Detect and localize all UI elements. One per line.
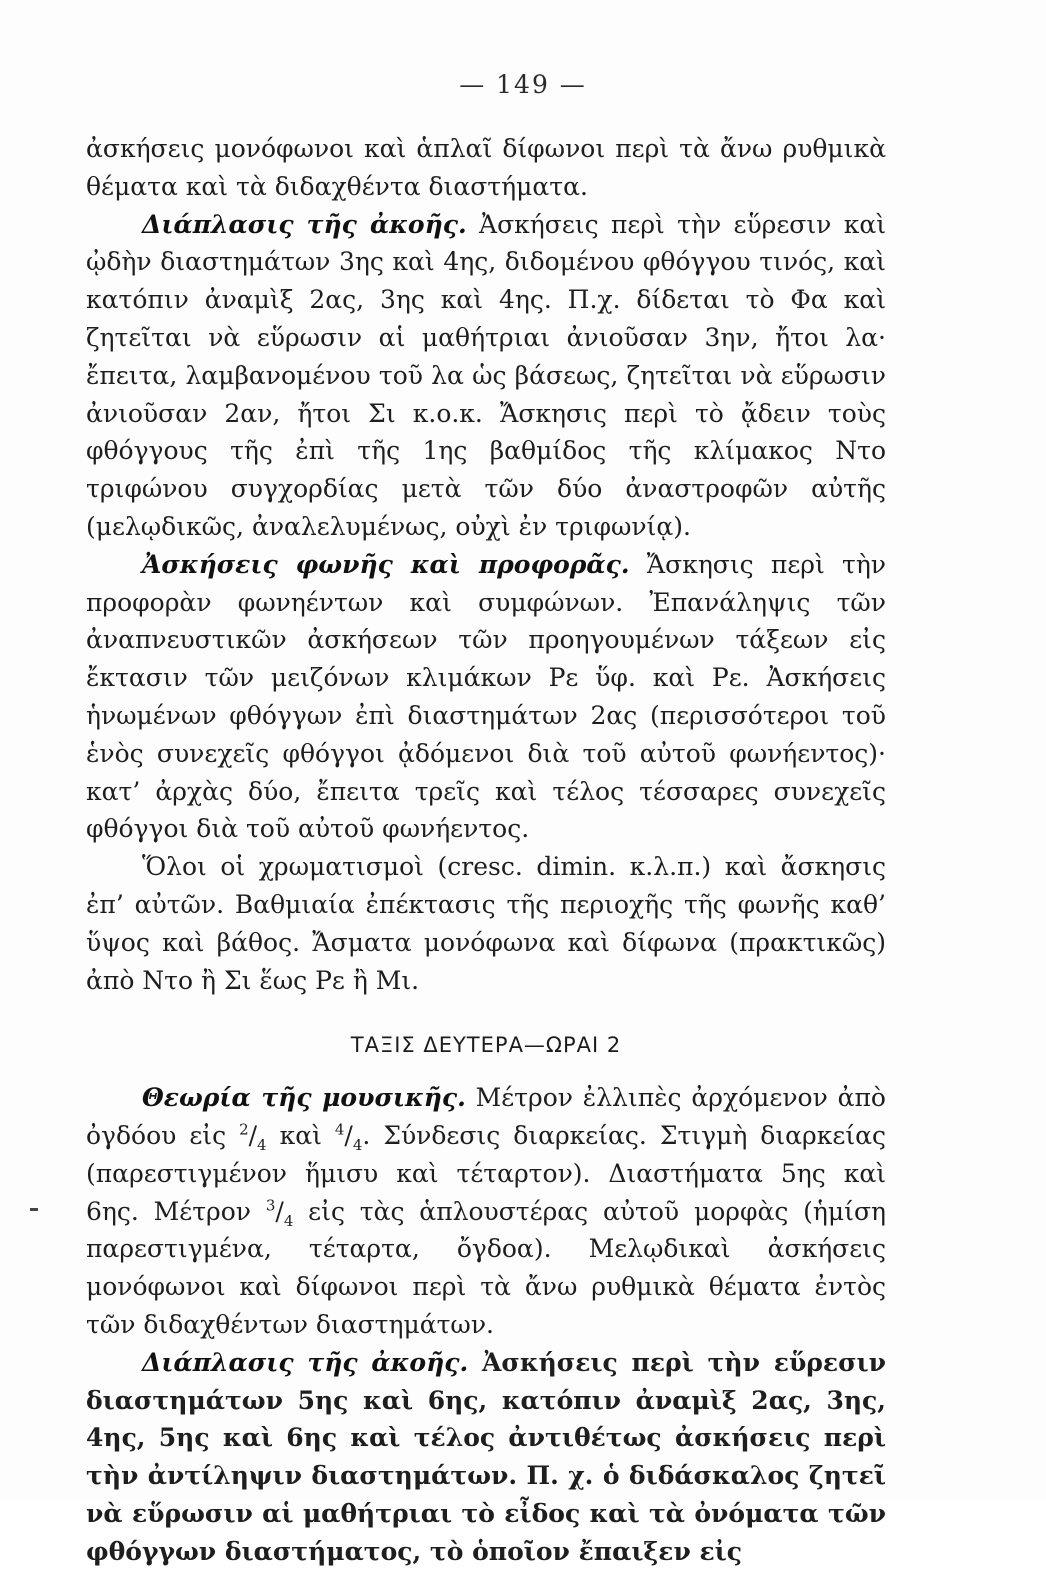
fraction-numerator: 3	[265, 1196, 276, 1215]
paragraph-text: Ἀσκήσεις περὶ τὴν εὕρεσιν διαστημάτων 5ης καὶ 6ης, κατόπιν ἀναμὶξ 2ας, 3ης, 4ης, 5ης καὶ 6ης καὶ τέλος ἀντιθέτως ἀσκήσεις περὶ τὴν ἀντίληψιν διαστημάτων. Π. χ. ὁ διδάσκαλος ζητεῖ νὰ εὕρωσιν αἱ μαθήτριαι τὸ εἶδος καὶ τὰ ὀνόματα τῶν φθόγγων διαστήματος, τὸ ὁποῖον ἔπαιξεν εἰς	[86, 1347, 886, 1566]
page-number: — 149 —	[459, 70, 587, 99]
inline-heading-music-theory: Θεωρία τῆς μουσικῆς.	[142, 1083, 466, 1113]
paragraph-text: καὶ	[266, 1120, 335, 1150]
paragraph-ear-training-2	[86, 1344, 886, 1570]
paragraph-voice-exercises	[86, 546, 886, 848]
fraction-denominator: 4	[283, 1211, 294, 1230]
margin-dash-mark	[30, 1208, 38, 1211]
paragraph-text: Μέτρον ἐλλιπὲς ἀρχόμενον ἀπὸ ὀγδόου εἰς	[86, 1083, 886, 1150]
paragraph-text: Ἄσκησις περὶ τὴν προφορὰν φωνηέντων καὶ συμφώνων. Ἐπανάληψις τῶν ἀναπνευστικῶν ἀσκήσεων τῶν προηγουμένων τάξεων εἰς ἔκτασιν τῶν μειζόνων κλιμάκων Ρε ὕφ. καὶ Ρε. Ἀσκήσεις ἡνωμένων φθόγγων ἐπὶ διαστημάτων 2ας (περισσότεροι τοῦ ἑνὸς συνεχεῖς φθόγγοι ᾀδόμενοι διὰ τοῦ αὐτοῦ φωνήεντος)· κατ’ ἀρχὰς δύο, ἔπειτα τρεῖς καὶ τέλος τέσσαρες συνεχεῖς φθόγγοι διὰ τοῦ αὐτοῦ φωνήεντος.	[86, 549, 886, 844]
fraction-numerator: 4	[334, 1120, 345, 1139]
inline-heading-ear-training-2: Διάπλασις τῆς ἀκοῆς.	[142, 1347, 469, 1377]
paragraph-continuation: ἀσκήσεις μονόφωνοι καὶ ἁπλαῖ δίφωνοι περὶ τὰ ἄνω ρυθμικὰ θέματα καὶ τὰ διδαχθέντα διαστήματα.	[86, 134, 886, 201]
paragraph-text: Ἀσκήσεις περὶ τὴν εὕρεσιν καὶ ᾠδὴν διαστημάτων 3ης καὶ 4ης, διδομένου φθόγγου τινός, καὶ κατόπιν ἀναμὶξ 2ας, 3ης καὶ 4ης. Π.χ. δίδεται τὸ Φα καὶ ζητεῖται νὰ εὕρωσιν αἱ μαθήτριαι ἀνιοῦσαν 3ην, ἤτοι λα· ἔπειτα, λαμβανομένου τοῦ λα ὡς βάσεως, ζητεῖται νὰ εὕρωσιν ἀνιοῦσαν 2αν, ἤτοι Σι κ.ο.κ. Ἄσκησις περὶ τὸ ᾄδειν τοὺς φθόγγους τῆς ἐπὶ τῆς 1ης βαθμίδος τῆς κλίμακος Ντο τριφώνου συγχορδίας μετὰ τῶν δύο ἀναστροφῶν αὐτῆς (μελῳδικῶς, ἀναλελυμένως, οὐχὶ ἐν τριφωνίᾳ).	[86, 209, 886, 541]
paragraph-music-theory: Θεωρία τῆς μουσικῆς. Μέτρον ἐλλιπὲς ἀρχόμενον ἀπὸ ὀγδόου εἰς $^2/_4$ καὶ $^4/_4$. Σύνδεσις διαρκείας. Στιγμὴ διαρκείας (παρεστιγμένον ἥμισυ καὶ τέταρτον). Διαστήματα 5ης καὶ 6ης. Μέτρον $^3/_4$ εἰς τὰς ἁπλουστέρας αὐτοῦ μορφὰς (ἡμίση παρεστιγμένα, τέταρτα, ὄγδοα). Μελῳδικαὶ ἀσκήσεις μονόφωνοι καὶ δίφωνοι περὶ τὰ ἄνω ρυθμικὰ θέματα ἐντὸς τῶν διδαχθέντων διαστημάτων.	[86, 1083, 886, 1339]
inline-heading-ear-training: Διάπλασις τῆς ἀκοῆς.	[142, 209, 467, 239]
paragraph-ear-training	[86, 206, 886, 546]
page-body	[86, 130, 886, 1570]
paragraph-text: . Σύνδεσις διαρκείας. Στιγμὴ διαρκείας (παρεστιγμένον ἥμισυ καὶ τέταρτον). Διαστήματα 5ης καὶ 6ης. Μέτρον	[86, 1120, 886, 1226]
paragraph-dynamics: Ὅλοι οἱ χρωματισμοὶ (cresc. dimin. κ.λ.π.) καὶ ἄσκησις ἐπ’ αὐτῶν. Βαθμιαία ἐπέκτασις τῆς περιοχῆς τῆς φωνῆς καθ’ ὕψος καὶ βάθος. Ἄσματα μονόφωνα καὶ δίφωνα (πρακτικῶς) ἀπὸ Ντο ἢ Σι ἕως Ρε ἢ Μι.	[86, 852, 886, 995]
section-heading: ΤΑΞΙΣ ΔΕΥΤΕΡΑ—ΩΡΑΙ 2	[350, 1033, 622, 1058]
fraction-denominator: 4	[352, 1135, 363, 1154]
fraction-denominator: 4	[257, 1135, 267, 1154]
fraction-numerator: 2	[239, 1120, 249, 1139]
paragraph-text: εἰς τὰς ἁπλουστέρας αὐτοῦ μορφὰς (ἡμίση παρεστιγμένα, τέταρτα, ὄγδοα). Μελῳδικαὶ ἀσκήσεις μονόφωνοι καὶ δίφωνοι περὶ τὰ ἄνω ρυθμικὰ θέματα ἐντὸς τῶν διδαχθέντων διαστημάτων.	[86, 1196, 886, 1339]
inline-heading-voice-exercises: Ἀσκήσεις φωνῆς καὶ προφορᾶς.	[142, 549, 630, 579]
